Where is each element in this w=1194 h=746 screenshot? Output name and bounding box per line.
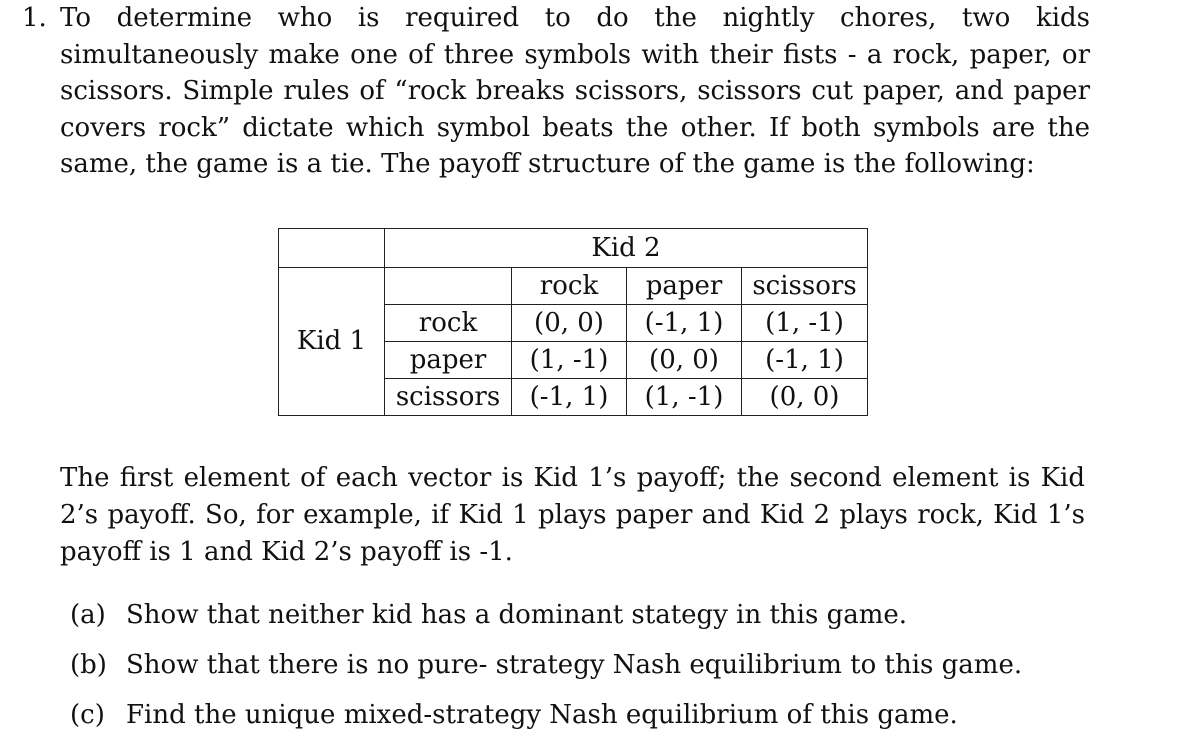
- row-header-paper: paper: [385, 342, 512, 379]
- question-a: [70, 596, 1070, 646]
- problem-number: 1.: [22, 3, 47, 33]
- corner-cell: [279, 229, 385, 268]
- payoff-cell: (0, 0): [512, 305, 627, 342]
- payoff-cell: (-1, 1): [512, 379, 627, 416]
- payoff-cell: (1, -1): [742, 305, 868, 342]
- payoff-cell: (0, 0): [742, 379, 868, 416]
- table-strategy-row: [279, 268, 868, 305]
- problem-intro: To determine who is required to do the nightly chores, two kids simultaneously make one of three symbols with their fists - a rock, paper, or scissors. Simple rules of “rock breaks scissors, scissors cut paper, and paper covers rock” dictate which symbol beats the other. If both symbols are the same, the game is a tie. The payoff structure of the game is the following:: [60, 3, 1090, 179]
- payoff-cell: (1, -1): [627, 379, 742, 416]
- row-header-scissors: scissors: [385, 379, 512, 416]
- question-text: Show that there is no pure- strategy Nash equilibrium to this game.: [126, 650, 1023, 680]
- question-c: [70, 696, 1070, 746]
- question-label: (b): [70, 650, 107, 680]
- col-header-rock: rock: [512, 268, 627, 305]
- table-header-row: [279, 229, 868, 268]
- payoff-cell: (-1, 1): [627, 305, 742, 342]
- payoff-cell: (1, -1): [512, 342, 627, 379]
- payoff-table: [278, 228, 868, 416]
- question-label: (c): [70, 700, 105, 730]
- payoff-explanation: The first element of each vector is Kid 1’s payoff; the second element is Kid 2’s payoff. So, for example, if Kid 1 plays paper and Kid 2 plays rock, Kid 1’s payoff is 1 and Kid 2’s payoff is -1.: [60, 463, 1085, 567]
- payoff-cell: (0, 0): [627, 342, 742, 379]
- row-header-rock: rock: [385, 305, 512, 342]
- empty-cell: [385, 268, 512, 305]
- col-player-label: Kid 2: [385, 229, 868, 268]
- question-text: Find the unique mixed-strategy Nash equilibrium of this game.: [126, 700, 958, 730]
- question-label: (a): [70, 600, 106, 630]
- col-header-scissors: scissors: [742, 268, 868, 305]
- row-player-label: Kid 1: [279, 268, 385, 416]
- col-header-paper: paper: [627, 268, 742, 305]
- question-text: Show that neither kid has a dominant stategy in this game.: [126, 600, 908, 630]
- question-b: [70, 646, 1070, 696]
- payoff-cell: (-1, 1): [742, 342, 868, 379]
- question-list: [70, 596, 1070, 746]
